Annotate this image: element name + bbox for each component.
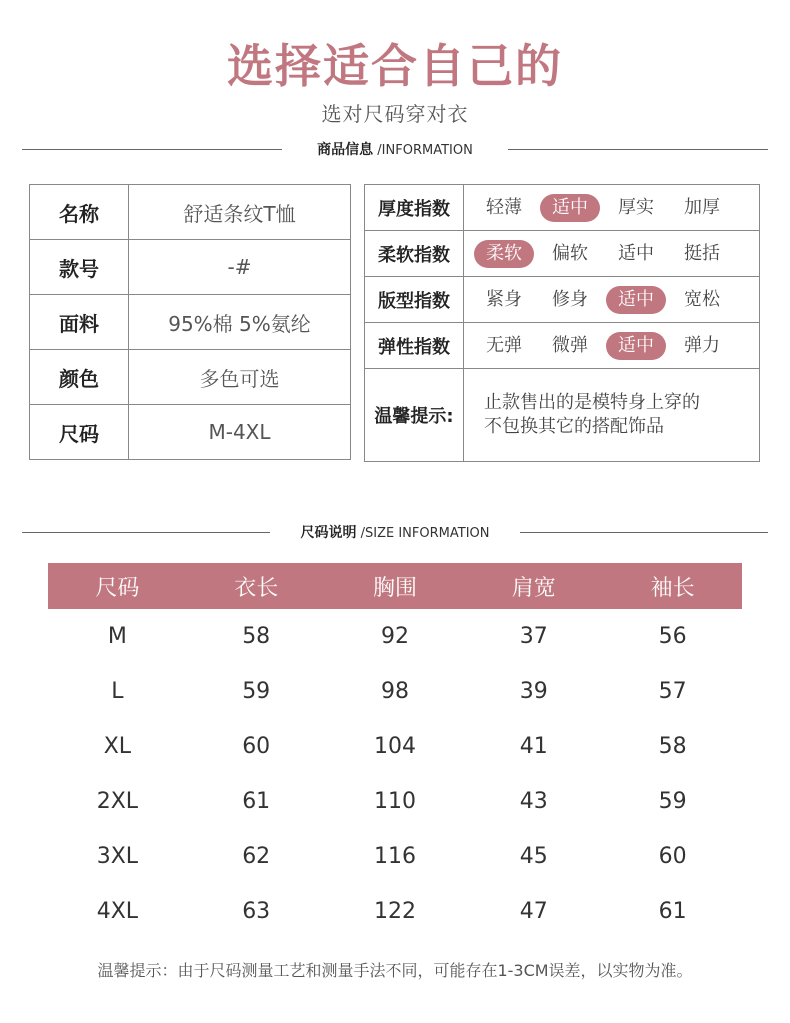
table-row bbox=[365, 277, 760, 323]
column-header: 肩宽 bbox=[464, 563, 603, 609]
table-row bbox=[48, 884, 742, 939]
table-cell: 58 bbox=[242, 624, 271, 649]
index-option: 适中 bbox=[618, 242, 654, 264]
table-cell: 43 bbox=[519, 789, 548, 814]
index-option: 紧身 bbox=[486, 288, 522, 310]
info-value: -# bbox=[129, 240, 351, 295]
section-label-cn: 尺码说明 bbox=[300, 525, 357, 541]
section-label-cn: 商品信息 bbox=[317, 142, 374, 158]
notice-key: 温馨提示: bbox=[365, 369, 464, 462]
table-row bbox=[30, 405, 351, 460]
index-option: 挺括 bbox=[684, 242, 720, 264]
info-value: M-4XL bbox=[129, 405, 351, 460]
table-cell: 110 bbox=[373, 789, 416, 814]
index-option: 微弹 bbox=[552, 334, 588, 356]
size-chart-table bbox=[48, 563, 742, 939]
table-cell: 4XL bbox=[96, 899, 139, 924]
table-cell: 92 bbox=[380, 624, 409, 649]
index-options bbox=[464, 231, 760, 277]
notice-line: 止款售出的是模特身上穿的 bbox=[484, 392, 700, 413]
table-cell: L bbox=[111, 679, 124, 704]
table-row bbox=[48, 774, 742, 829]
table-cell: 104 bbox=[373, 734, 416, 759]
section-label-en: /INFORMATION bbox=[373, 143, 473, 158]
product-index-table bbox=[364, 184, 760, 462]
table-row bbox=[48, 719, 742, 774]
table-cell: 45 bbox=[519, 844, 548, 869]
table-row bbox=[48, 609, 742, 664]
table-row bbox=[30, 185, 351, 240]
table-row bbox=[365, 185, 760, 231]
notice-text bbox=[464, 369, 760, 462]
table-cell: 116 bbox=[373, 844, 416, 869]
info-key: 颜色 bbox=[30, 350, 129, 405]
index-option: 修身 bbox=[552, 288, 588, 310]
page-title: 选择适合自己的 bbox=[227, 39, 563, 93]
info-key: 尺码 bbox=[30, 405, 129, 460]
table-cell: 59 bbox=[658, 789, 687, 814]
info-value: 95%棉 5%氨纶 bbox=[129, 295, 351, 350]
notice-line: 不包换其它的搭配饰品 bbox=[484, 416, 664, 437]
index-option: 偏软 bbox=[552, 242, 588, 264]
column-header: 衣长 bbox=[187, 563, 326, 609]
info-key: 名称 bbox=[30, 185, 129, 240]
index-option: 轻薄 bbox=[486, 196, 522, 218]
section-label-en: /SIZE INFORMATION bbox=[356, 526, 490, 541]
table-cell: 41 bbox=[519, 734, 548, 759]
table-cell: 60 bbox=[658, 844, 687, 869]
table-cell: 122 bbox=[373, 899, 416, 924]
size-info-section-header bbox=[22, 522, 768, 542]
index-options bbox=[464, 185, 760, 231]
table-cell: 57 bbox=[658, 679, 687, 704]
table-row bbox=[30, 295, 351, 350]
column-header: 胸围 bbox=[326, 563, 465, 609]
table-cell: 98 bbox=[380, 679, 409, 704]
info-value: 舒适条纹T恤 bbox=[129, 185, 351, 240]
column-header: 袖长 bbox=[603, 563, 742, 609]
index-option: 柔软 bbox=[474, 240, 534, 268]
index-option: 加厚 bbox=[684, 196, 720, 218]
product-info-table bbox=[29, 184, 351, 460]
table-cell: 3XL bbox=[96, 844, 139, 869]
info-key: 面料 bbox=[30, 295, 129, 350]
table-cell: M bbox=[107, 624, 127, 649]
index-option: 适中 bbox=[540, 194, 600, 222]
index-option: 无弹 bbox=[486, 334, 522, 356]
table-cell: XL bbox=[103, 734, 132, 759]
table-row bbox=[48, 829, 742, 884]
index-option: 宽松 bbox=[684, 288, 720, 310]
column-header: 尺码 bbox=[48, 563, 187, 609]
table-row bbox=[365, 369, 760, 462]
index-option: 弹力 bbox=[684, 334, 720, 356]
table-cell: 2XL bbox=[96, 789, 139, 814]
table-cell: 63 bbox=[242, 899, 271, 924]
index-key: 柔软指数 bbox=[365, 231, 464, 277]
table-row bbox=[365, 323, 760, 369]
table-cell: 61 bbox=[658, 899, 687, 924]
index-key: 版型指数 bbox=[365, 277, 464, 323]
table-cell: 37 bbox=[519, 624, 548, 649]
info-value: 多色可选 bbox=[129, 350, 351, 405]
table-row bbox=[365, 231, 760, 277]
page-subtitle: 选对尺码穿对衣 bbox=[321, 102, 469, 126]
table-cell: 39 bbox=[519, 679, 548, 704]
measurement-footnote: 温馨提示：由于尺码测量工艺和测量手法不同，可能存在1-3CM误差，以实物为准。 bbox=[97, 961, 693, 980]
index-options bbox=[464, 323, 760, 369]
index-option: 适中 bbox=[606, 286, 666, 314]
index-option: 厚实 bbox=[618, 196, 654, 218]
table-header-row bbox=[48, 563, 742, 609]
table-row bbox=[30, 240, 351, 295]
table-row bbox=[30, 350, 351, 405]
table-row bbox=[48, 664, 742, 719]
table-cell: 62 bbox=[242, 844, 271, 869]
product-info-section-header bbox=[22, 139, 768, 159]
table-cell: 59 bbox=[242, 679, 271, 704]
table-cell: 47 bbox=[519, 899, 548, 924]
table-cell: 60 bbox=[242, 734, 271, 759]
index-key: 弹性指数 bbox=[365, 323, 464, 369]
index-options bbox=[464, 277, 760, 323]
index-key: 厚度指数 bbox=[365, 185, 464, 231]
index-option: 适中 bbox=[606, 332, 666, 360]
info-key: 款号 bbox=[30, 240, 129, 295]
table-cell: 58 bbox=[658, 734, 687, 759]
table-cell: 61 bbox=[242, 789, 271, 814]
table-cell: 56 bbox=[658, 624, 687, 649]
